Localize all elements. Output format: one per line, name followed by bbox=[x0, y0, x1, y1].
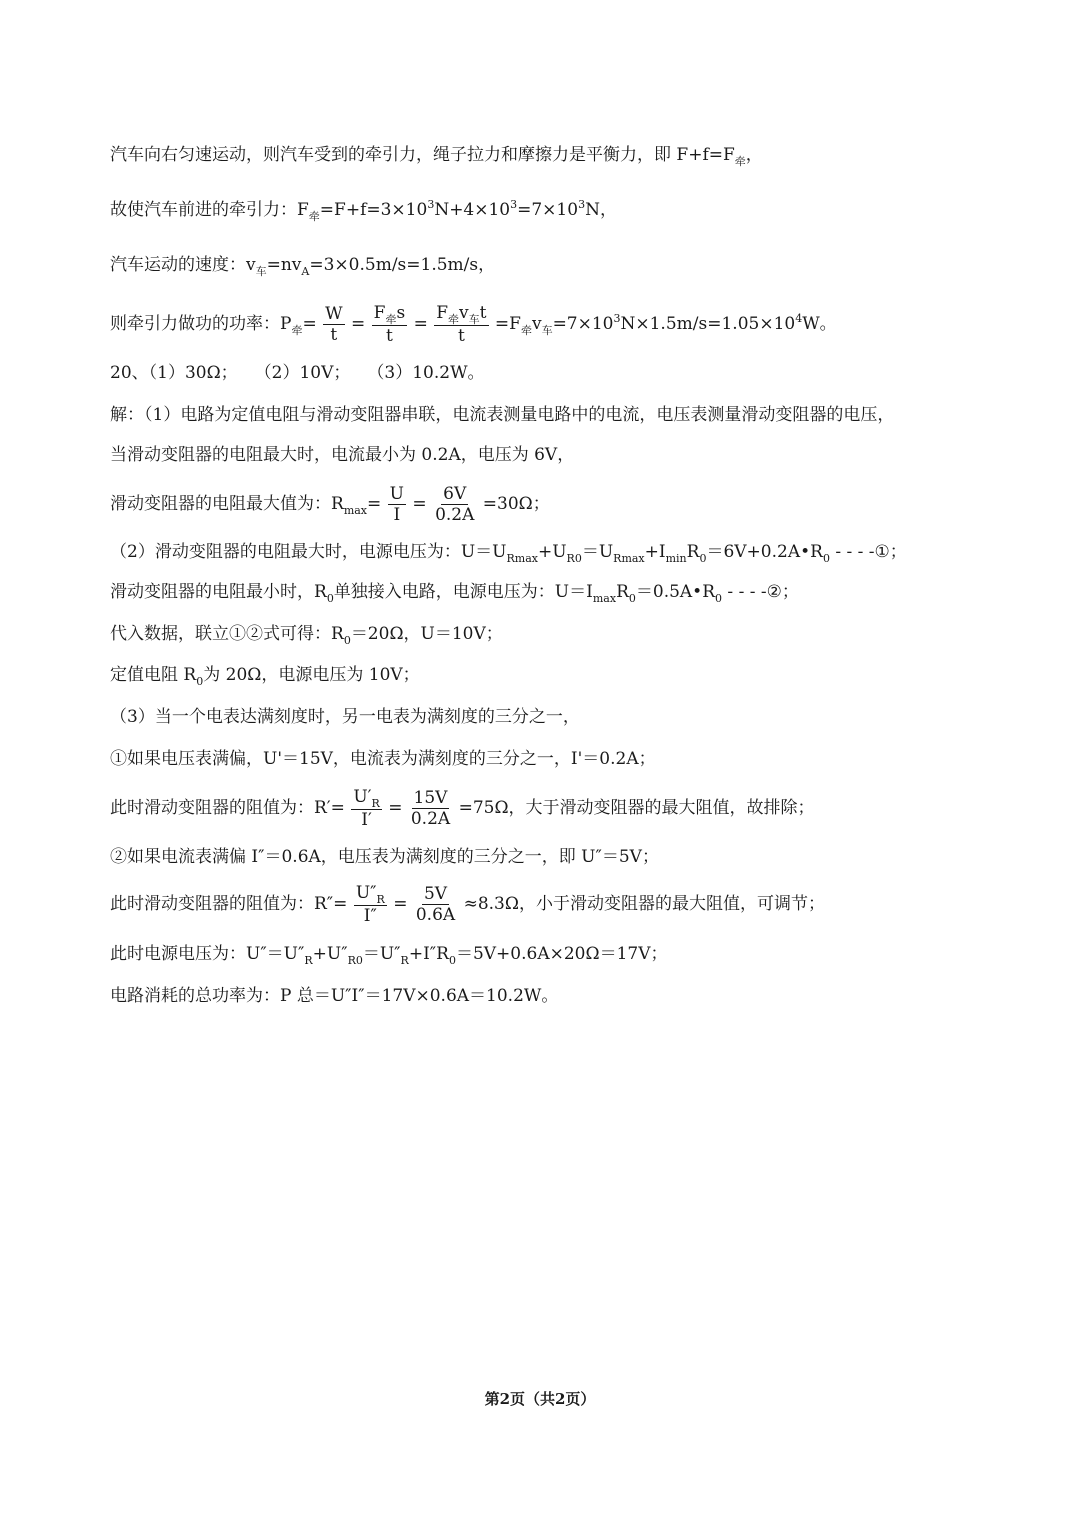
text-run: =7×10 bbox=[552, 314, 614, 334]
text-run: 单独接入电路，电源电压为：U＝I bbox=[333, 582, 593, 602]
text-run: N×1.5m/s=1.05×10 bbox=[620, 314, 796, 334]
text-run: N+4×10 bbox=[434, 200, 511, 220]
subscript: 牵 bbox=[448, 313, 460, 326]
text-run: =30Ω； bbox=[482, 494, 550, 514]
fraction bbox=[409, 788, 452, 829]
subscript: 0 bbox=[715, 592, 723, 605]
numerator bbox=[354, 883, 387, 906]
text-run: 代入数据，联立①②式可得：R bbox=[110, 624, 344, 644]
text-line: 解：（1）电路为定值电阻与滑动变阻器串联，电流表测量电路中的电流，电压表测量滑动变阻器的电压， bbox=[110, 405, 895, 425]
page-footer: 第2页（共2页） bbox=[484, 1390, 596, 1408]
text-run: 滑动变阻器的电阻最大值为：R bbox=[110, 494, 344, 514]
text-run: U″ bbox=[355, 883, 377, 903]
denominator: 0.6A bbox=[415, 905, 456, 925]
numerator bbox=[351, 787, 381, 810]
text-run: =nv bbox=[266, 255, 302, 275]
denominator: I bbox=[393, 505, 401, 525]
denominator: I″ bbox=[363, 906, 377, 926]
subscript: 车 bbox=[255, 265, 267, 278]
text-run: +U″ bbox=[312, 944, 348, 964]
subscript: R bbox=[400, 954, 409, 967]
text-line: 电路消耗的总功率为：P 总＝U″I″＝17V×0.6A＝10.2W。 bbox=[110, 986, 559, 1006]
subscript: 0 bbox=[822, 552, 830, 565]
text-run: - - - -①； bbox=[829, 542, 907, 562]
fraction bbox=[414, 884, 457, 925]
text-line bbox=[110, 942, 667, 968]
formula-line bbox=[110, 480, 550, 530]
text-run: +I bbox=[644, 542, 666, 562]
fraction bbox=[388, 484, 406, 525]
text-line bbox=[110, 580, 799, 606]
superscript: 4 bbox=[795, 312, 803, 325]
text-run: 为 20Ω，电源电压为 10V； bbox=[203, 665, 420, 685]
text-run: = bbox=[351, 314, 366, 334]
text-run: 此时电源电压为：U″＝U″ bbox=[110, 944, 305, 964]
text-run: v bbox=[531, 314, 542, 334]
text-line: 当滑动变阻器的电阻最大时，电流最小为 0.2A，电压为 6V， bbox=[110, 445, 575, 465]
text-line bbox=[110, 663, 420, 689]
subscript: Rmax bbox=[506, 552, 538, 565]
text-run: N， bbox=[585, 200, 617, 220]
text-line bbox=[110, 622, 503, 648]
text-run: R bbox=[616, 582, 629, 602]
text-line bbox=[110, 253, 495, 279]
text-run: 汽车向右匀速运动，则汽车受到的牵引力，绳子拉力和摩擦力是平衡力，即 F+f=F bbox=[110, 145, 735, 165]
subscript: R0 bbox=[347, 954, 363, 967]
text-run: ＝0.5A•R bbox=[635, 582, 716, 602]
text-run: R bbox=[686, 542, 700, 562]
superscript: 3 bbox=[578, 198, 586, 211]
text-run: =75Ω，大于滑动变阻器的最大阻值，故排除； bbox=[458, 798, 815, 818]
subscript: R bbox=[371, 797, 380, 810]
numerator: U bbox=[389, 484, 404, 504]
text-run: ＝20Ω，U＝10V； bbox=[350, 624, 503, 644]
denominator: 0.2A bbox=[410, 809, 451, 829]
text-run: = bbox=[367, 494, 382, 514]
subscript: 牵 bbox=[291, 324, 303, 337]
subscript: 0 bbox=[448, 954, 456, 967]
formula-line bbox=[110, 300, 837, 350]
text-run: ， bbox=[745, 145, 763, 165]
denominator: t bbox=[457, 326, 465, 346]
text-run: =F bbox=[494, 314, 521, 334]
text-run: =7×10 bbox=[517, 200, 579, 220]
text-run: 此时滑动变阻器的阻值为：R″= bbox=[110, 894, 348, 914]
text-run: U′ bbox=[353, 787, 372, 807]
denominator: I′ bbox=[361, 810, 372, 830]
text-run: = bbox=[302, 314, 317, 334]
text-run: F bbox=[373, 303, 386, 323]
denominator: 0.2A bbox=[435, 505, 475, 525]
text-run: F bbox=[436, 303, 449, 323]
text-run: +U bbox=[537, 542, 567, 562]
superscript: 3 bbox=[510, 198, 518, 211]
text-run: 故使汽车前进的牵引力：F bbox=[110, 200, 309, 220]
text-run: = bbox=[388, 798, 403, 818]
formula-line bbox=[110, 784, 815, 832]
denominator: t bbox=[386, 326, 393, 346]
subscript: R0 bbox=[566, 552, 582, 565]
text-run: = bbox=[413, 314, 428, 334]
subscript: 0 bbox=[196, 675, 204, 688]
subscript: Rmax bbox=[613, 552, 645, 565]
text-run: =3×0.5m/s=1.5m/s， bbox=[309, 255, 496, 275]
numerator bbox=[372, 303, 408, 326]
text-run: +I″R bbox=[408, 944, 449, 964]
subscript: 车 bbox=[468, 313, 480, 326]
numerator: 15V bbox=[413, 788, 448, 808]
fraction bbox=[323, 304, 344, 345]
text-run: 此时滑动变阻器的阻值为：R′= bbox=[110, 798, 345, 818]
fraction bbox=[434, 303, 488, 346]
text-line bbox=[110, 198, 617, 224]
superscript: 3 bbox=[613, 312, 621, 325]
fraction bbox=[351, 787, 381, 830]
fraction bbox=[372, 303, 408, 346]
numerator: 5V bbox=[423, 884, 448, 904]
text-run: =F+f=3×10 bbox=[319, 200, 428, 220]
text-run: t bbox=[479, 303, 487, 323]
answer-line: 20、（1）30Ω； （2）10V； （3）10.2W。 bbox=[110, 363, 485, 383]
subscript: 牵 bbox=[734, 155, 746, 168]
text-run: s bbox=[396, 303, 406, 323]
subscript: A bbox=[301, 265, 310, 278]
subscript: 牵 bbox=[308, 210, 320, 223]
text-line bbox=[110, 143, 763, 169]
text-run: 汽车运动的速度：v bbox=[110, 255, 256, 275]
text-run: = bbox=[412, 494, 427, 514]
text-run: ＝6V+0.2A•R bbox=[706, 542, 823, 562]
text-line: （3）当一个电表达满刻度时，另一电表为满刻度的三分之一， bbox=[110, 707, 580, 727]
text-run: ＝U bbox=[581, 542, 614, 562]
subscript: min bbox=[665, 552, 687, 565]
subscript: 0 bbox=[699, 552, 707, 565]
numerator: 6V bbox=[443, 484, 467, 504]
text-run: 则牵引力做功的功率：P bbox=[110, 314, 292, 334]
subscript: 车 bbox=[541, 324, 553, 337]
text-line: ①如果电压表满偏，U'＝15V，电流表为满刻度的三分之一，I'＝0.2A； bbox=[110, 749, 656, 769]
text-run: 滑动变阻器的电阻最小时，R bbox=[110, 582, 327, 602]
text-run: 定值电阻 R bbox=[110, 665, 197, 685]
superscript: 3 bbox=[427, 198, 435, 211]
numerator bbox=[434, 303, 488, 326]
formula-line bbox=[110, 880, 825, 928]
subscript: 0 bbox=[343, 634, 351, 647]
subscript: 牵 bbox=[520, 324, 532, 337]
subscript: 0 bbox=[628, 592, 636, 605]
subscript: max bbox=[592, 592, 617, 605]
text-run: - - - -②； bbox=[722, 582, 799, 602]
text-run: = bbox=[393, 894, 408, 914]
subscript: 0 bbox=[326, 592, 334, 605]
subscript: R bbox=[376, 893, 385, 906]
text-run: v bbox=[459, 303, 469, 323]
text-run: ≈8.3Ω，小于滑动变阻器的最大阻值，可调节； bbox=[463, 894, 825, 914]
subscript: R bbox=[304, 954, 313, 967]
fraction bbox=[433, 484, 476, 525]
text-run: W。 bbox=[802, 314, 837, 334]
subscript: 牵 bbox=[385, 313, 397, 326]
text-run: （2）滑动变阻器的电阻最大时，电源电压为：U＝U bbox=[110, 542, 507, 562]
text-run: ＝5V+0.6A×20Ω＝17V； bbox=[455, 944, 668, 964]
text-line bbox=[110, 540, 907, 566]
fraction bbox=[354, 883, 387, 926]
numerator: W bbox=[325, 304, 343, 324]
text-line: ②如果电流表满偏 I″＝0.6A，电压表为满刻度的三分之一，即 U″＝5V； bbox=[110, 847, 659, 867]
text-run: ＝U″ bbox=[362, 944, 401, 964]
denominator: t bbox=[330, 325, 338, 345]
subscript: max bbox=[343, 504, 368, 517]
